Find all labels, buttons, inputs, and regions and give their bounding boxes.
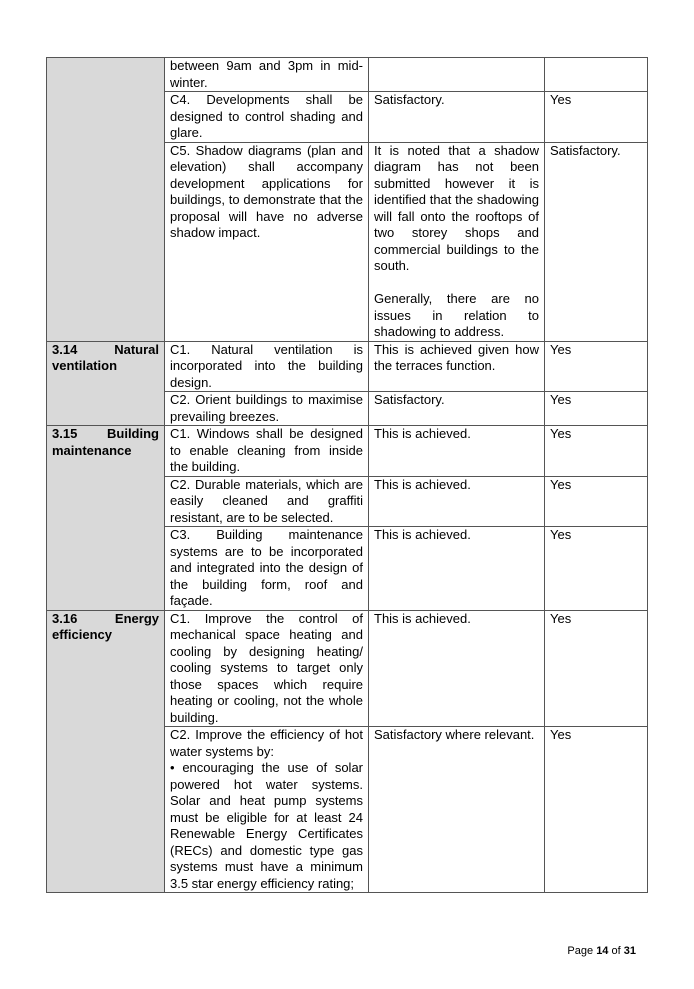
comment-cell: This is achieved. (369, 527, 545, 611)
comment-cell: This is achieved given how the terraces function. (369, 341, 545, 392)
control-cell (165, 727, 369, 893)
comment-cell (369, 142, 545, 341)
section-title: maintenance (52, 442, 132, 458)
section-title: Energy (114, 610, 159, 626)
control-cell: C1. Improve the control of mechanical space heating and cooling by designing heating/ cooling systems to target only those spaces which require heating or cooling, not the whole building. (165, 610, 369, 727)
control-cell: between 9am and 3pm in mid-winter. (165, 58, 369, 92)
comment-cell (369, 58, 545, 92)
result-cell: Yes (545, 527, 648, 611)
comment-cell: Satisfactory. (369, 92, 545, 143)
table-row (47, 58, 648, 92)
result-cell: Satisfactory. (545, 142, 648, 341)
table-row (47, 426, 648, 477)
page-label: Page (567, 945, 594, 957)
section-title: Natural (114, 341, 159, 357)
comment-paragraph: It is noted that a shadow diagram has not been submitted however it is identified that the shadowing will fall onto the rooftops of two storey shops and commercial buildings to the south. (374, 142, 539, 273)
page-number (567, 945, 636, 957)
comment-paragraph: Generally, there are no issues in relation to shadowing to address. (374, 291, 539, 339)
result-cell (545, 58, 648, 92)
control-cell: C3. Building maintenance systems are to be incorporated and integrated into the design of the building form, roof and façade. (165, 527, 369, 611)
result-cell: Yes (545, 426, 648, 477)
result-cell: Yes (545, 727, 648, 893)
section-cell-continued (47, 58, 165, 342)
comment-cell: This is achieved. (369, 476, 545, 527)
section-title: efficiency (52, 627, 112, 642)
comment-cell: Satisfactory where relevant. (369, 727, 545, 893)
section-number: 3.14 (52, 341, 78, 357)
comment-cell: This is achieved. (369, 610, 545, 727)
table-row (47, 341, 648, 392)
result-cell: Yes (545, 610, 648, 727)
compliance-table (46, 57, 648, 893)
section-heading-3-15 (47, 426, 165, 611)
control-intro: C2. Improve the efficiency of hot water systems by: (170, 727, 363, 759)
page-current: 14 (596, 945, 609, 957)
section-number: 3.16 (52, 610, 78, 626)
result-cell: Yes (545, 341, 648, 392)
table-row (47, 610, 648, 727)
section-number: 3.15 (52, 426, 78, 441)
result-cell: Yes (545, 392, 648, 426)
page-total: 31 (623, 945, 636, 957)
section-title: Building (107, 426, 159, 441)
control-cell: C1. Natural ventilation is incorporated into the building design. (165, 341, 369, 392)
section-heading-3-16 (47, 610, 165, 893)
control-cell: C5. Shadow diagrams (plan and elevation) shall accompany development applications for buildings, to demonstrate that the proposal will have no adverse shadow impact. (165, 142, 369, 341)
result-cell: Yes (545, 92, 648, 143)
result-cell: Yes (545, 476, 648, 527)
control-bullet: • encouraging the use of solar powered hot water systems. Solar and heat pump systems must be eligible for at least 24 Renewable Energy Certificates (RECs) and domestic type gas systems must have a minimum 3.5 star energy efficiency rating; (170, 760, 363, 891)
control-cell: C2. Orient buildings to maximise prevailing breezes. (165, 392, 369, 426)
control-cell: C2. Durable materials, which are easily cleaned and graffiti resistant, are to be selected. (165, 476, 369, 527)
section-title: ventilation (52, 358, 118, 373)
page-of: of (611, 945, 621, 957)
comment-cell: This is achieved. (369, 426, 545, 477)
control-cell: C1. Windows shall be designed to enable cleaning from inside the building. (165, 426, 369, 477)
comment-cell: Satisfactory. (369, 392, 545, 426)
section-heading-3-14 (47, 341, 165, 426)
control-cell: C4. Developments shall be designed to control shading and glare. (165, 92, 369, 143)
